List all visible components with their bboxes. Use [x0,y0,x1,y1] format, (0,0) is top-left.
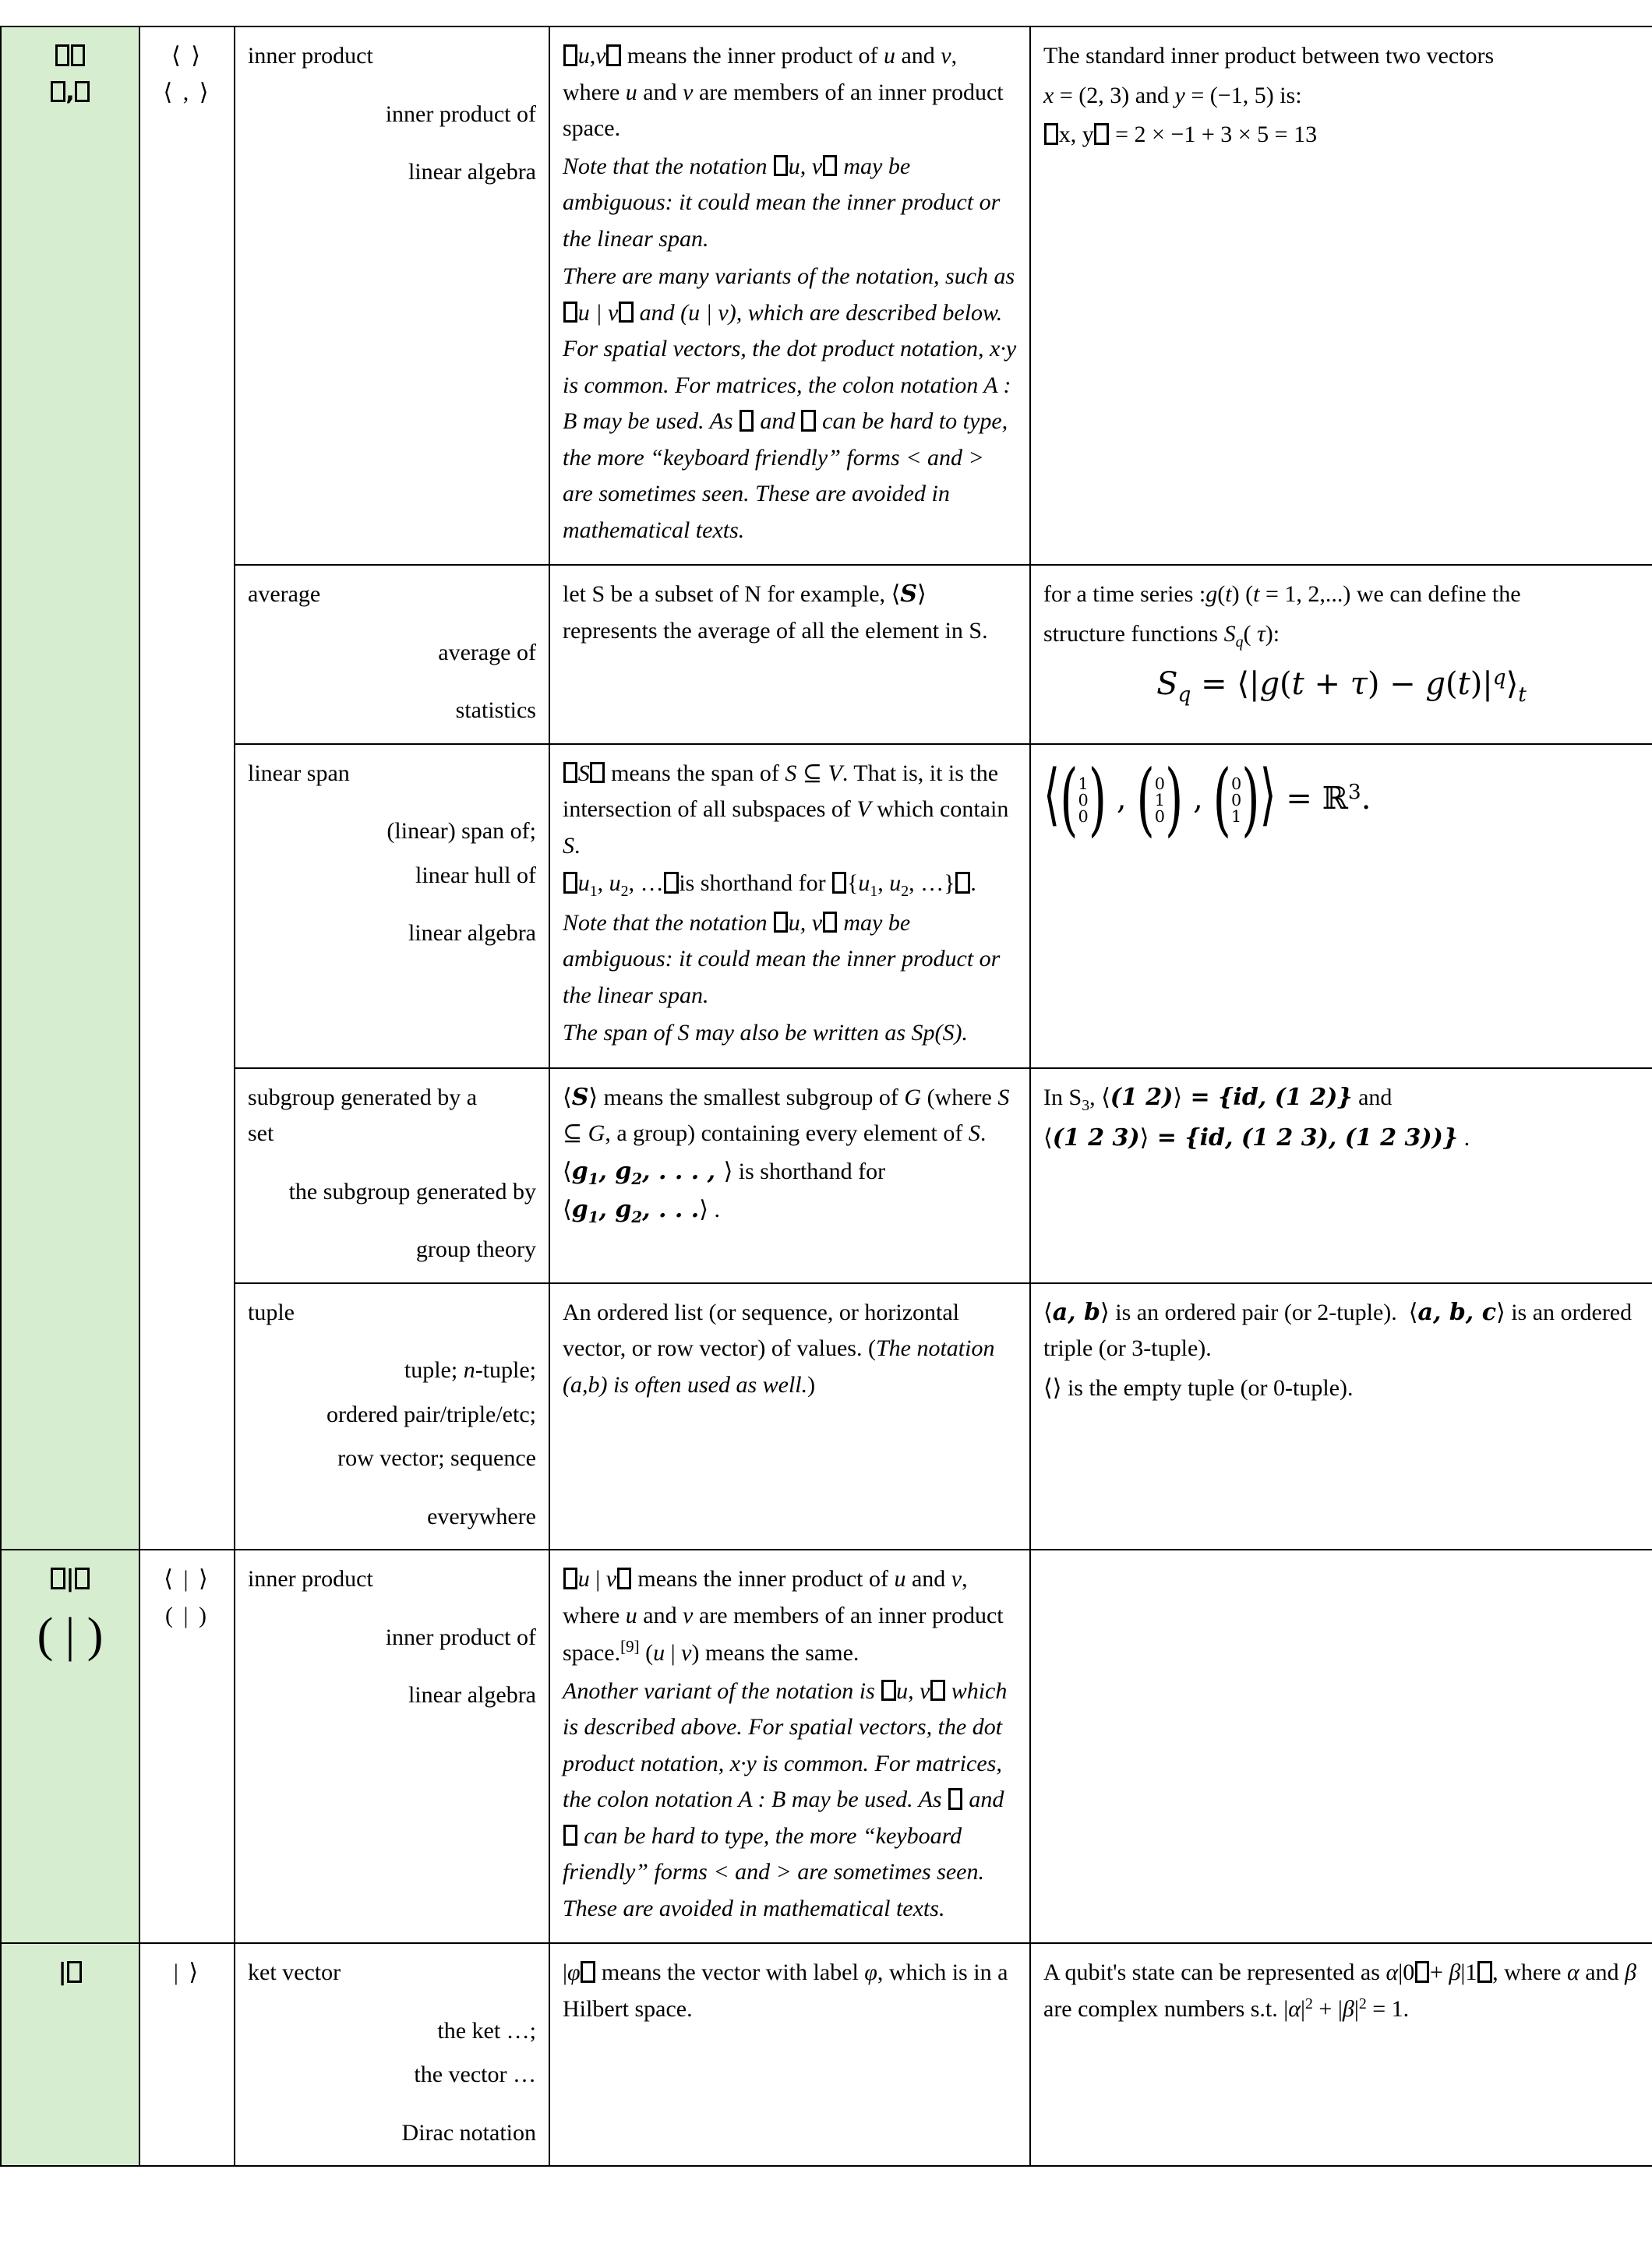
meaning-paragraph-variants: There are many variants of the notation, such as u | v and (u | v), which are described below. For spatial vectors, the dot product notation, x·y is common. For matrices, the colon notation A : B may be used. As and can be hard to type, the more “keyboard friendly” forms < and > are sometimes seen. These are avoided in mathematical texts. [563,263,1017,543]
table-row [1,1550,1652,1943]
name-field: group theory [415,1236,536,1263]
name-label-line-2: set [248,1120,274,1147]
meaning-cell-average [549,565,1030,744]
meaning-paragraph-shorthand-2: $⟨g_1$, $g_2$, . . .⟩ . [563,1196,720,1227]
symbol-cell-angle-brackets [1,26,139,1550]
example-line: ⟨(1 2 3)⟩ = {id, (1 2 3), (1 2 3))} . [1043,1124,1470,1152]
name-reading-2: ordered pair/triple/etc; [326,1401,536,1427]
name-reading: average of [438,639,536,665]
name-cell-inner-product [235,26,549,565]
name-field: statistics [455,697,536,723]
name-cell-linear-span [235,744,549,1068]
example-cell-inner-product-bar [1030,1550,1652,1943]
meaning-cell-linear-span [549,744,1030,1068]
tofu-box-icon [51,1568,65,1589]
name-label: ket vector [248,1959,341,1986]
variant-line: ⟨ | ⟩ [164,1566,210,1593]
name-field: linear algebra [408,159,536,185]
name-reading-1: the ket …; [437,2017,536,2044]
variant-line: ( | ) [165,1602,209,1628]
example-line: for a time series :g(t) (t = 1, 2,...) we can define the [1043,581,1521,607]
name-label: inner product [248,43,373,69]
meaning-paragraph: u,v means the inner product of u and v, where u and v are members of an inner product space. [563,43,1004,141]
name-reading-2: the vector … [414,2062,536,2088]
variant-line: ⟨ , ⟩ [163,79,211,105]
symbol-cell-bar-brackets [1,1550,139,1943]
name-label: inner product [248,1566,373,1593]
name-cell-tuple [235,1283,549,1550]
meaning-paragraph-variants: Another variant of the notation is u, v which is described above. For spatial vectors, the dot product notation, x·y is common. For matrices, the colon notation A : B may be used. As and can be hard to type, the more “keyboard friendly” forms < and > are sometimes seen. These are avoided in mathematical texts. [563,1677,1008,1921]
example-cell-linear-span [1030,744,1652,1068]
example-formula: ⟨ ( 1 0 0 ) , ( 0 1 0 ) , ( 0 0 1 ) ⟩ = ℝ$^3$. [1043,753,1371,847]
example-cell-subgroup [1030,1068,1652,1283]
meaning-cell-inner-product-bar [549,1550,1030,1943]
example-cell-inner-product [1030,26,1652,565]
example-line: x, y = 2 × −1 + 3 × 5 = 13 [1043,117,1640,153]
meaning-paragraph-note: Note that the notation u, v may be ambiguous: it could mean the inner product or the linear span. [563,909,1001,1008]
meaning-paragraph-shorthand: $⟨g_1$, $g_2$, . . . , ⟩ is shorthand for [563,1157,886,1188]
table-row [1,1068,1652,1283]
math-notation-table [0,26,1652,2167]
example-line: ⟨a, b⟩ is an ordered pair (or 2-tuple). ⟨a, b, c⟩ is an ordered triple (or 3-tuple). [1043,1298,1633,1362]
tofu-box-icon [71,44,86,66]
name-label: linear span [248,760,350,786]
name-label: tuple [248,1299,295,1325]
symbol-glyph-line-2: ( | ) [37,1608,104,1662]
example-line: In $S_3$, ⟨(1 2)⟩ = {id, (1 2)} and [1043,1083,1393,1114]
symbol-glyph-line-2: , [14,75,126,111]
table-row [1,1943,1652,2166]
meaning-paragraph-sp: The span of S may also be written as Sp(S). [563,1020,968,1046]
meaning-paragraph-shorthand: $u_1$, $u_2$, … is shorthand for {$u_1$, $u_2$, …} . [563,866,1017,904]
example-line: ⟨⟩ is the empty tuple (or 0-tuple). [1043,1374,1354,1402]
meaning-paragraph: S means the span of S ⊆ V. That is, it is the intersection of all subspaces of V which contain S. [563,760,1009,859]
name-cell-average [235,565,549,744]
table-row [1,565,1652,744]
example-formula: $S_q$ = ⟨|g(t + $\tau) - g(t)|^q⟩_t$ [1156,665,1527,707]
example-cell-average [1030,565,1652,744]
table-row [1,744,1652,1068]
name-reading: inner product of [385,101,536,127]
symbol-glyph-line-1 [14,38,126,75]
meaning-cell-tuple [549,1283,1030,1550]
meaning-paragraph: let S be a subset of N for example, ⟨S⟩ represents the average of all the element in S. [563,580,988,644]
name-reading-2: linear hull of [415,862,536,888]
name-reading: inner product of [385,1624,536,1650]
variant-line: ⟨ ⟩ [171,43,203,69]
tofu-box-icon [75,81,90,103]
meaning-paragraph: ⟨S⟩ means the smallest subgroup of G (where S ⊆ G, a group) containing every element of S. [563,1083,1010,1147]
tofu-box-icon [55,44,70,66]
name-reading-1: (linear) span of; [387,818,536,844]
symbol-glyph-line-1: | [14,1561,126,1598]
tofu-box-icon [51,81,65,103]
name-cell-subgroup [235,1068,549,1283]
meaning-paragraph: An ordered list (or sequence, or horizontal vector, or row vector) of values. (The notation (a,b) is often used as well.) [563,1299,995,1398]
table-row [1,26,1652,565]
name-reading: the subgroup generated by [288,1178,536,1205]
variant-cell-ket [139,1943,235,2166]
variant-cell-angle-brackets [139,26,235,1550]
tofu-box-icon [67,1961,82,1983]
meaning-cell-ket-vector [549,1943,1030,2166]
name-reading-1: tuple; n-tuple; [404,1357,536,1384]
name-cell-ket-vector [235,1943,549,2166]
name-field: linear algebra [408,1682,536,1709]
reference-marker[interactable]: [9] [620,1637,640,1656]
name-cell-inner-product-bar [235,1550,549,1943]
symbol-glyph-line-1: | [14,1955,126,1991]
example-line: A qubit's state can be represented as α|0 + β|1 , where α and β are complex numbers s.t. $|\alpha|^2 + |\beta|^2 = 1$. [1043,1959,1636,2022]
tofu-box-icon [75,1568,90,1589]
variant-line: | ⟩ [173,1959,201,1986]
name-field: linear algebra [408,920,536,946]
meaning-paragraph-note: Note that the notation u, v may be ambiguous: it could mean the inner product or the linear span. [563,153,1001,252]
table-row [1,1283,1652,1550]
example-cell-tuple [1030,1283,1652,1550]
name-reading-3: row vector; sequence [337,1445,536,1472]
name-label-line-1: subgroup generated by a [248,1084,478,1110]
meaning-paragraph: u | v means the inner product of u and v, where u and v are members of an inner product space.[9] (u | v) means the same. [563,1566,1004,1667]
example-line: structure functions $S_q$( τ): [1043,620,1280,651]
example-line: The standard inner product between two vectors [1043,43,1495,69]
name-field: Dirac notation [401,2119,536,2146]
meaning-cell-subgroup [549,1068,1030,1283]
name-field: everywhere [427,1503,536,1529]
example-cell-ket-vector [1030,1943,1652,2166]
meaning-cell-inner-product [549,26,1030,565]
symbol-cell-ket [1,1943,139,2166]
meaning-paragraph: |φ means the vector with label φ, which is in a Hilbert space. [563,1959,1008,2022]
example-line: x = (2, 3) and y = (−1, 5) is: [1043,82,1302,108]
variant-cell-bar-brackets [139,1550,235,1943]
name-label: average [248,581,321,607]
